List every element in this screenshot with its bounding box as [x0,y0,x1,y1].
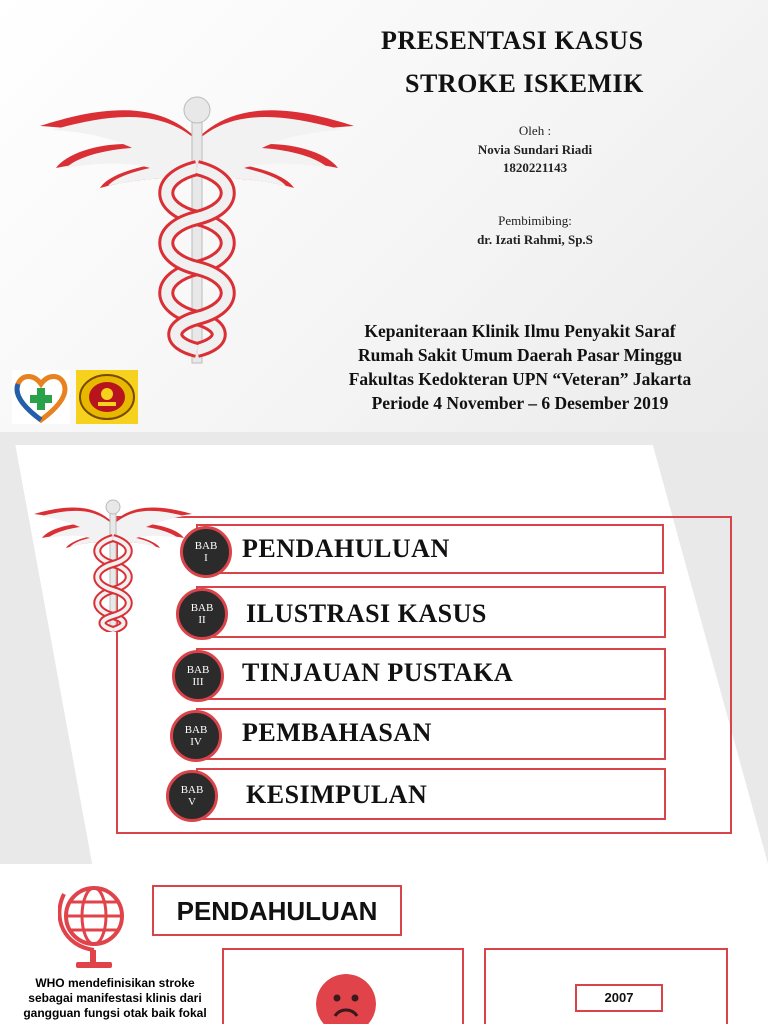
hospital-logo [12,370,70,424]
chapter-title-5: KESIMPULAN [246,780,428,809]
chapter-badge-label: BAB [184,724,208,736]
who-definition-text [10,976,220,1021]
chapter-badge-number: IV [190,736,202,748]
institution-line3: Fakultas Kedokteran UPN “Veteran” Jakarta [348,369,692,389]
chapter-title-1: PENDAHULUAN [242,534,450,563]
author-name: Novia Sundari Riadi [477,142,593,157]
who-text-line: gangguan fungsi otak baik fokal [23,1006,207,1020]
chapter-title-4: PEMBAHASAN [242,718,432,747]
caduceus-icon [32,492,194,632]
author-id: 1820221143 [502,160,568,175]
who-text-line: sebagai manifestasi klinis dari [28,991,202,1005]
chapter-badge-label: BAB [194,540,218,552]
chapter-badge-number: II [198,614,206,626]
chapter-badge-3 [172,650,224,702]
chapter-title-3: TINJAUAN PUSTAKA [242,658,514,687]
author-label: Oleh : [518,123,552,138]
university-logo [76,370,138,424]
globe-icon [58,874,128,974]
institution-line4: Periode 4 November – 6 Desember 2019 [371,393,669,413]
institution-line1: Kepaniteraan Klinik Ilmu Penyakit Saraf [364,321,676,341]
chapter-badge-number: III [192,676,204,688]
outline-slide [0,432,768,864]
chapter-badge-number: I [204,552,208,564]
presentation-title-line1: PRESENTASI KASUS [381,26,644,55]
institution-line2: Rumah Sakit Umum Daerah Pasar Minggu [358,345,682,365]
supervisor-name: dr. Izati Rahmi, Sp.S [477,232,593,247]
year-badge: 2007 [575,984,663,1012]
supervisor-label: Pembimibing: [498,213,572,228]
who-text-line: WHO mendefinisikan stroke [35,976,195,990]
section-title: PENDAHULUAN [152,885,402,936]
chapter-badge-label: BAB [186,664,210,676]
chapter-title-2: ILUSTRASI KASUS [246,599,487,628]
introduction-slide [0,864,768,1024]
caduceus-icon [36,78,358,370]
chapter-badge-1 [180,526,232,578]
chapter-badge-5 [166,770,218,822]
presentation-title-line2: STROKE ISKEMIK [405,69,644,98]
chapter-badge-label: BAB [190,602,214,614]
chapter-badge-number: V [188,796,196,808]
chapter-badge-label: BAB [180,784,204,796]
title-slide [0,0,768,432]
chapter-badge-4 [170,710,222,762]
chapter-badge-2 [176,588,228,640]
